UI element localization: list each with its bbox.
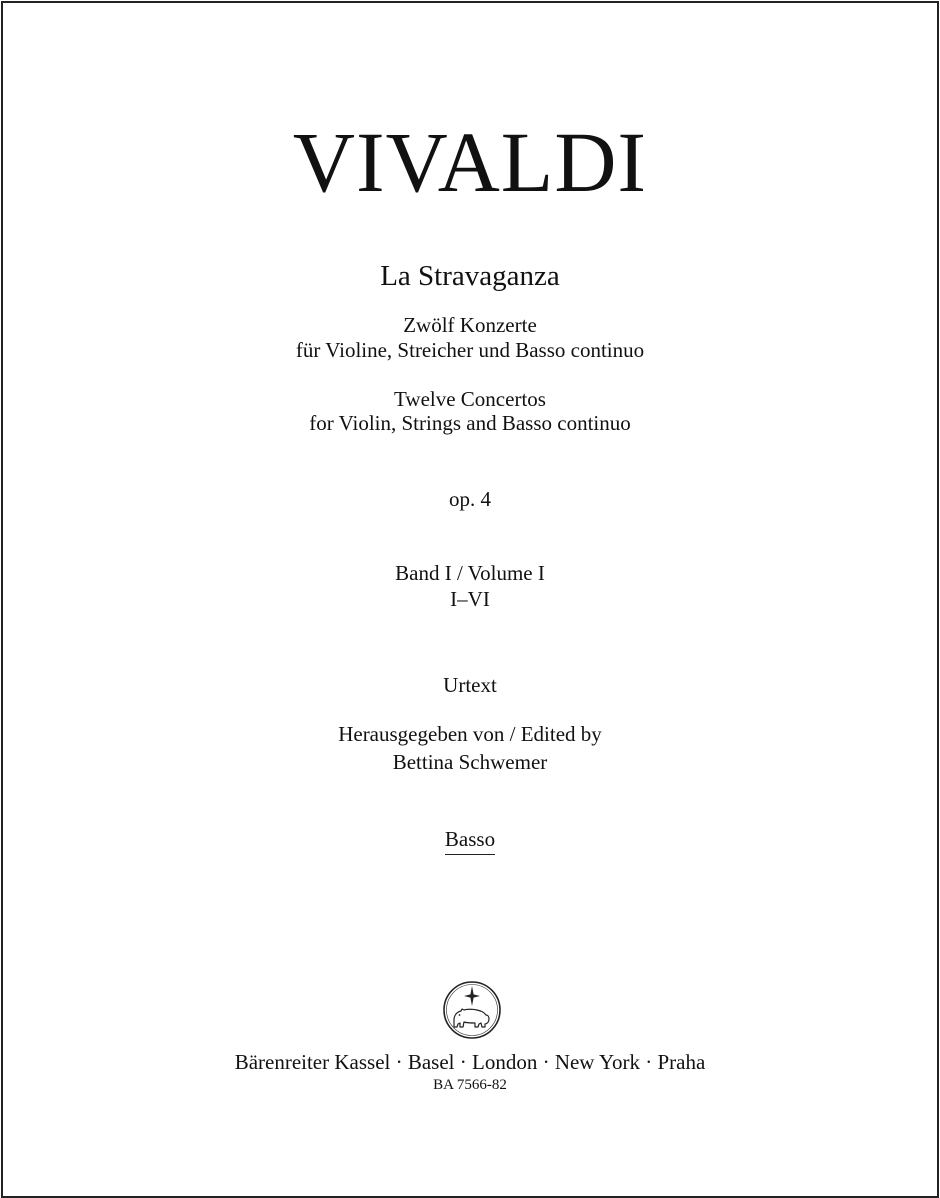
edited-by-label: Herausgegeben von / Edited by	[338, 722, 602, 746]
catalog-number: BA 7566-82	[433, 1077, 507, 1093]
part-name	[0, 827, 940, 855]
work-title: La Stravaganza	[380, 260, 560, 292]
publisher-line: Bärenreiter Kassel · Basel · London · New York · Praha	[234, 1050, 706, 1074]
baerenreiter-bear-star-logo-icon	[442, 980, 502, 1040]
subtitle-de-line-2: für Violine, Streicher und Basso continuo	[295, 338, 645, 362]
editor-name: Bettina Schwemer	[392, 750, 548, 774]
subtitle-de-line-1: Zwölf Konzerte	[403, 313, 537, 337]
part-name-text: Basso	[445, 827, 495, 855]
composer-name: VIVALDI	[292, 114, 648, 210]
subtitle-en-line-1: Twelve Concertos	[394, 387, 546, 411]
opus-number: op. 4	[449, 487, 491, 511]
subtitle-en-line-2: for Violin, Strings and Basso continuo	[309, 411, 631, 435]
volume-range: I–VI	[450, 587, 490, 611]
volume-label: Band I / Volume I	[395, 561, 545, 585]
edition-type: Urtext	[443, 673, 497, 697]
